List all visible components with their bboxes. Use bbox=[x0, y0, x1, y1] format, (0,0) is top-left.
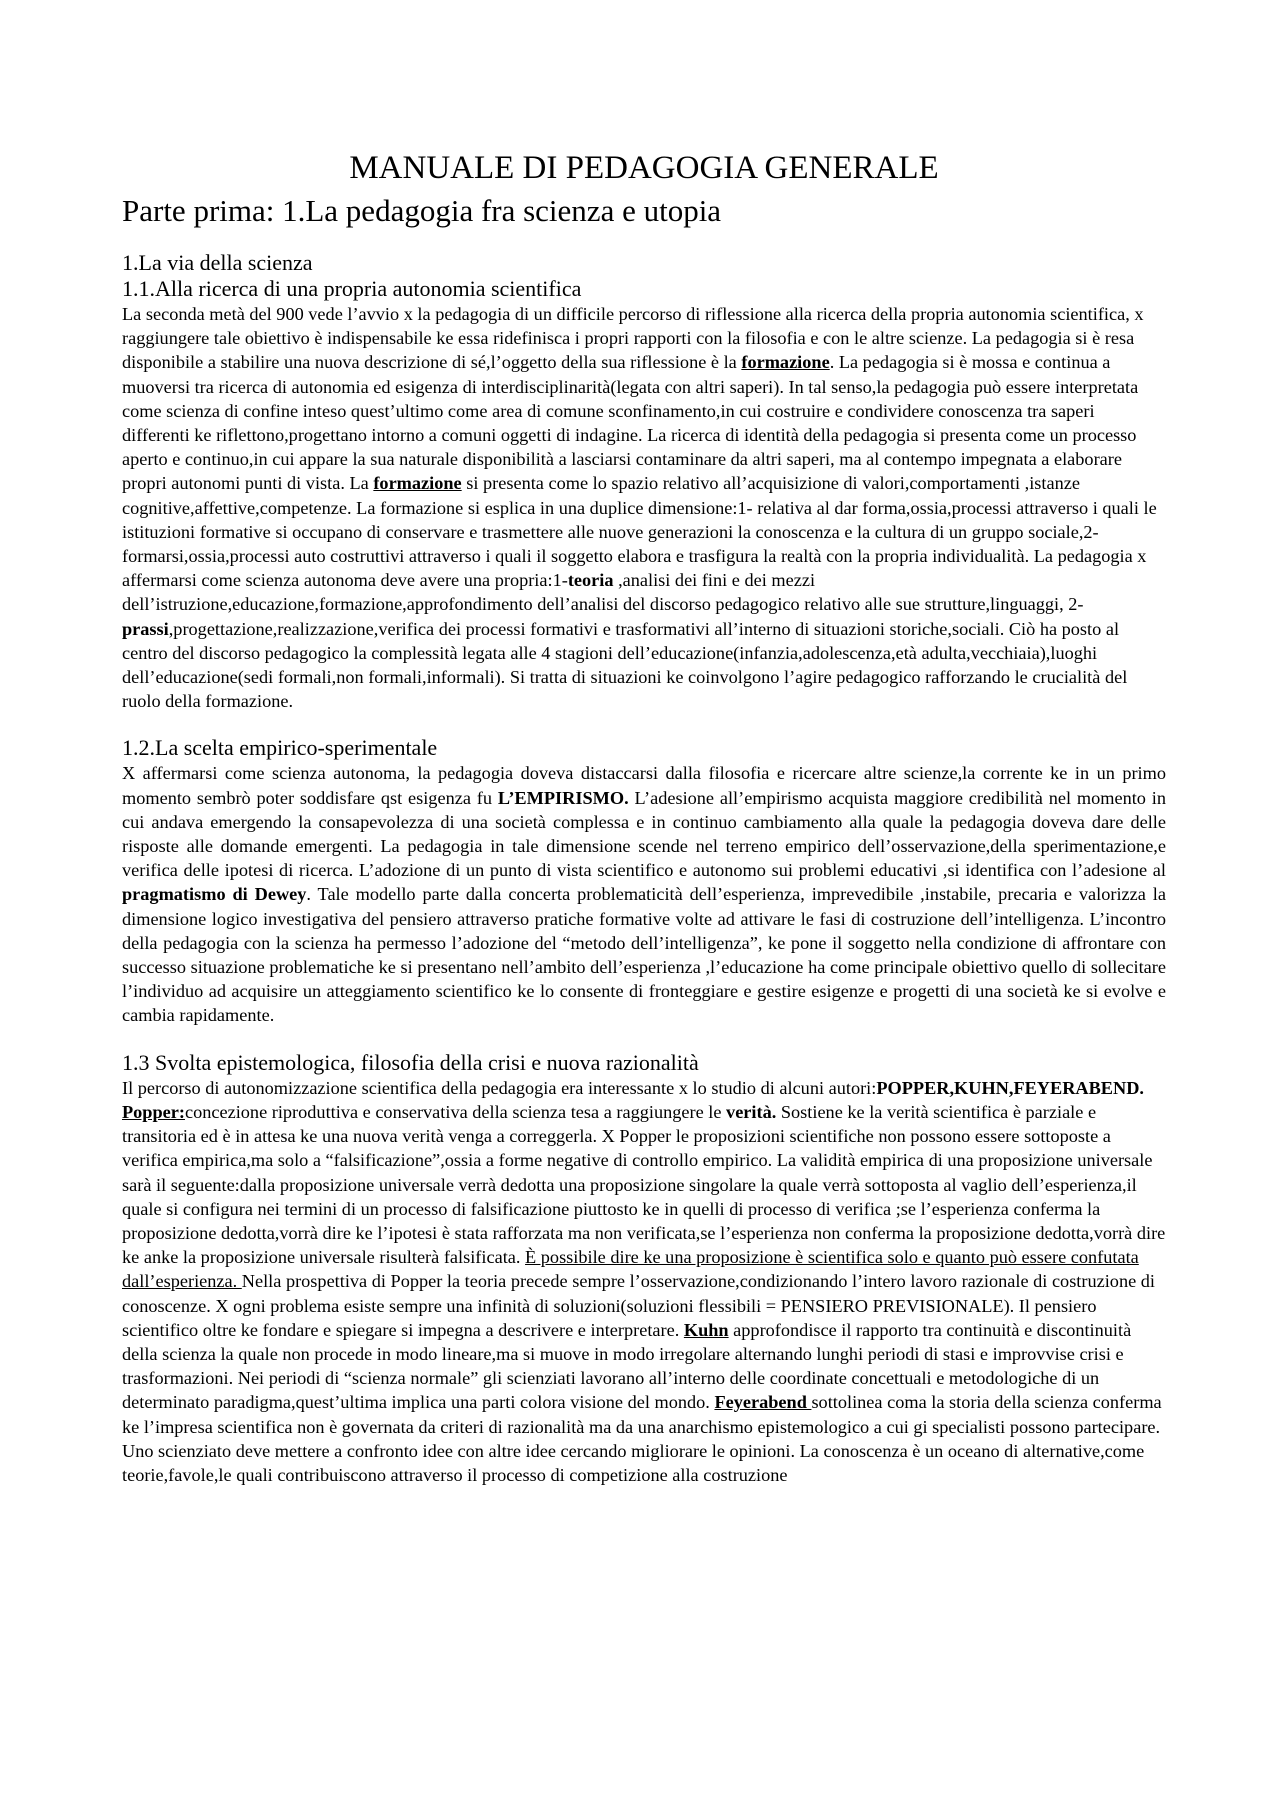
term-teoria: teoria bbox=[567, 570, 614, 591]
text-run: Sostiene ke la verità scientifica è parziale e transitoria ed è in attesa ke una nuova verità venga a correggerla. X Popper le proposizioni scientifiche non possono essere sottoposte a verifica empirica,ma solo a “falsificazione”,ossia a forme negative di controllo empirico. La validità empirica di una proposizione universale sarà il seguente:dalla proposizione universale verrà dedotta una proposizione singolare la quale verrà sottoposta al vaglio dell’esperienza,il quale si configura nei termini di un processo di falsificazione piuttosto ke in quelli di processo di verifica ;se l’esperienza conferma la proposizione dedotta,vorrà dire ke l’ipotesi è stata rafforzata ma non verificata,se l’esperienza non conferma la proposizione dedotta,vorrà dire ke anke la proposizione universale risulterà falsificata. bbox=[122, 1101, 1166, 1268]
term-prassi: prassi bbox=[122, 618, 169, 639]
subsection-heading-1-1: 1.1.Alla ricerca di una propria autonomia scientifica bbox=[122, 276, 582, 301]
text-run: Il percorso di autonomizzazione scientifica della pedagogia era interessante x lo studio di alcuni autori: bbox=[122, 1077, 877, 1098]
text-run: . La pedagogia si è mossa e continua a muoversi tra ricerca di autonomia ed esigenza di interdisciplinarità(legata con altri saperi). In tal senso,la pedagogia può essere interpretata come scienza di confine inteso quest’ultimo come area di comune sconfinamento,in cui costruire e condividere conoscenza tra saperi differenti ke riflettono,progettano intorno a comuni oggetti di indagine. La ricerca di identità della pedagogia si presenta come un processo aperto e continuo,in cui appare la sua naturale disponibilità a lasciarsi contaminare da altri saperi, ma al contempo impegnata a elaborare propri autonomi punti di vista. La bbox=[122, 352, 1139, 494]
term-formazione: formazione bbox=[373, 473, 462, 494]
paragraph-1-3 bbox=[122, 1076, 1166, 1487]
underlined-statement: È possibile dire ke una proposizione è scientifica solo e quanto può essere confutata dall’esperienza. bbox=[122, 1247, 1139, 1292]
text-run: X affermarsi come scienza autonoma, la pedagogia doveva distaccarsi dalla filosofia e ricercare altre scienze,la corrente ke in un primo momento sembrò poter soddisfare qst esigenza fu bbox=[122, 763, 1166, 808]
document-content bbox=[122, 148, 1166, 1487]
term-feyerabend: Feyerabend bbox=[714, 1392, 812, 1413]
subsection-heading-1-3: 1.3 Svolta epistemologica, filosofia della crisi e nuova razionalità bbox=[122, 1049, 699, 1075]
text-run: La seconda metà del 900 vede l’avvio x la pedagogia di un difficile percorso di riflessione alla ricerca della propria autonomia scientifica, x raggiungere tale obiettivo è indispensabile ke essa ridefinisca i propri rapporti con la filosofia e con le altre scienze. La pedagogia si è resa disponibile a stabilire una nuova descrizione di sé,l’oggetto della sua riflessione è la bbox=[122, 304, 1144, 373]
text-run: concezione riproduttiva e conservativa della scienza tesa a raggiungere le bbox=[184, 1101, 727, 1122]
text-run: Nella prospettiva di Popper la teoria precede sempre l’osservazione,condizionando l’intero lavoro razionale di costruzione di conoscenze. X ogni problema esiste sempre una infinità di soluzioni(soluzioni flessibili = PENSIERO PREVISIONALE). Il pensiero scientifico oltre ke fondare e spiegare si impegna a descrivere e interpretare. bbox=[122, 1271, 1155, 1340]
document-title: MANUALE DI PEDAGOGIA GENERALE bbox=[349, 150, 939, 186]
text-run: ,analisi dei fini e dei mezzi dell’istruzione,educazione,formazione,approfondimento dell’analisi del discorso pedagogico relativo alle sue strutture,linguaggi, 2- bbox=[122, 570, 1084, 615]
spacer bbox=[122, 1028, 1166, 1050]
part-title: Parte prima: 1.La pedagogia fra scienza e utopia bbox=[122, 193, 722, 228]
text-run: approfondisce il rapporto tra continuità e discontinuità della scienza la quale non procede in modo lineare,ma si muove in modo irregolare alternando lunghi periodi di stasi e improvvise crisi e trasformazioni. Nei periodi di “scienza normale” gli scienziati lavorano all’interno delle coordinate concettuali e metodologiche di un determinato paradigma,quest’ultima implica una parti colora visione del mondo. bbox=[122, 1319, 1132, 1413]
term-verita: verità. bbox=[726, 1101, 777, 1122]
term-empirismo: L’EMPIRISMO. bbox=[497, 787, 629, 808]
subsection-heading-1-2: 1.2.La scelta empirico-sperimentale bbox=[122, 735, 438, 761]
term-authors: POPPER,KUHN,FEYERABEND. bbox=[876, 1077, 1144, 1098]
term-formazione: formazione bbox=[741, 352, 830, 373]
paragraph-1-2 bbox=[122, 761, 1166, 1027]
text-run: ,progettazione,realizzazione,verifica dei processi formativi e trasformativi all’interno di situazioni storiche,sociali. Ciò ha posto al centro del discorso pedagogico la complessità legata alle 4 stagioni dell’educazione(infanzia,adolescenza,età adulta,vecchiaia),luoghi dell’educazione(sedi formali,non formali,informali). Si tratta di situazioni ke coinvolgono l’agire pedagogico rafforzando le crucialità del ruolo della formazione. bbox=[122, 618, 1128, 712]
term-kuhn: Kuhn bbox=[683, 1319, 729, 1340]
text-run: L’adesione all’empirismo acquista maggiore credibilità nel momento in cui andava emergendo la consapevolezza di una società complessa e in continuo cambiamento alla quale la pedagogia doveva dare delle risposte alle domande emergenti. La pedagogia in tale dimensione scende nel terreno empirico dell’osservazione,della sperimentazione,e verifica delle ipotesi di ricerca. L’adozione di un punto di vista scientifico e autonomo sui problemi educativi ,si identifica con l’adesione al bbox=[122, 787, 1166, 881]
term-pragmatismo-dewey: pragmatismo di Dewey bbox=[122, 884, 307, 905]
term-popper: Popper: bbox=[122, 1101, 185, 1122]
spacer bbox=[122, 713, 1166, 735]
paragraph-1-1 bbox=[122, 302, 1166, 713]
section-heading-1: 1.La via della scienza bbox=[122, 250, 313, 275]
text-run: . Tale modello parte dalla concerta problematicità dell’esperienza, imprevedibile ,instabile, precaria e valorizza la dimensione logico investigativa del pensiero attraverso pratiche formative volte ad attivare le fasi di costruzione dell’intelligenza. L’incontro della pedagogia con la scienza ha permesso l’adozione del “metodo dell’intelligenza”, ke pone il soggetto nella condizione di affrontare con successo situazione problematiche ke si presentano nell’ambito dell’esperienza ,l’educazione ha come principale obiettivo quello di sollecitare l’individuo ad acquisire un atteggiamento scientifico ke lo consente di fronteggiare e gestire esigenze e progetti di una società ke si evolve e cambia rapidamente. bbox=[122, 884, 1166, 1026]
text-run: sottolinea coma la storia della scienza conferma ke l’impresa scientifica non è governata da criteri di razionalità ma da una anarchismo epistemologico a cui gi specialisti possono partecipare. Uno scienziato deve mettere a confronto idee con altre idee cercando migliorare le opinioni. La conoscenza è un oceano di alternative,come teorie,favole,le quali contribuiscono attraverso il processo di competizione alla costruzione bbox=[122, 1392, 1162, 1485]
text-run: si presenta come lo spazio relativo all’acquisizione di valori,comportamenti ,istanze cognitive,affettive,competenze. La formazione si esplica in una duplice dimensione:1- relativa al dar forma,ossia,processi attraverso i quali le istituzioni formative si occupano di conservare e trasmettere alle nuove generazioni la conoscenza e la cultura di un gruppo sociale,2-formarsi,ossia,processi auto costruttivi attraverso i quali il soggetto elabora e trasfigura la realtà con la propria individualità. La pedagogia x affermarsi come scienza autonoma deve avere una propria:1- bbox=[122, 473, 1157, 591]
